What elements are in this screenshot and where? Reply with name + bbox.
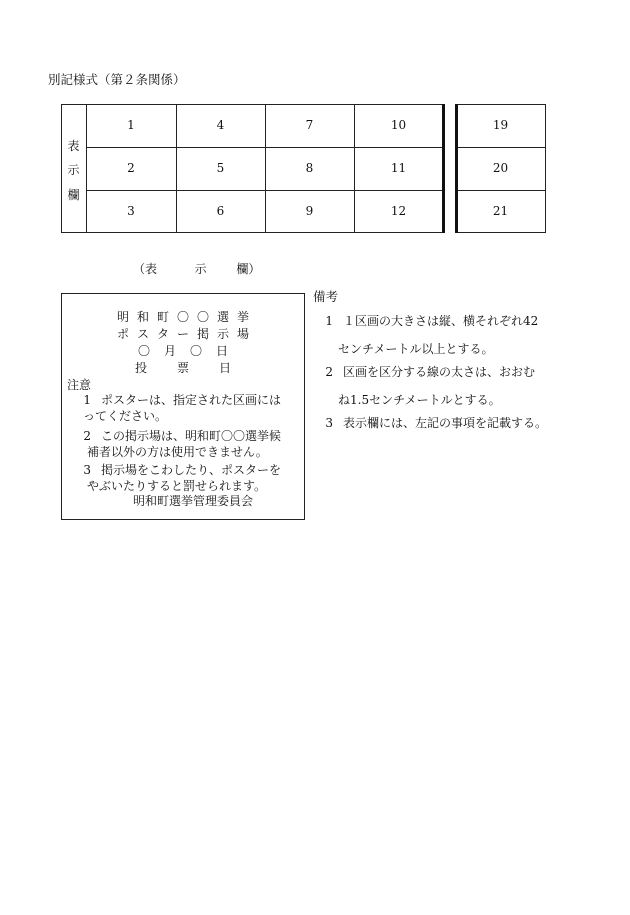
grid-caption	[133, 260, 260, 277]
caption-part: （表	[133, 262, 158, 276]
caption-part: 示	[194, 262, 207, 276]
notice-item	[67, 392, 303, 424]
remark-text-continued: ね1.5センチメートルとする。	[338, 393, 501, 407]
notice-heading: 注意	[67, 378, 92, 392]
remarks-heading: 備考	[313, 289, 339, 304]
grid-cell: 5	[216, 161, 225, 175]
grid-cell: 19	[492, 118, 509, 132]
poster-grid	[61, 104, 546, 233]
sign-line-date	[62, 342, 304, 359]
sign-line-poster-board	[62, 325, 304, 342]
sign-character: 月	[163, 344, 176, 358]
caption-part: 欄）	[236, 262, 261, 276]
grid-cell: 8	[305, 161, 314, 175]
sign-character: 日	[216, 344, 229, 358]
sign-character: 町	[156, 310, 169, 324]
sign-character: ポ	[116, 327, 129, 341]
remark-text: 区画を区分する線の太さは、おおむ	[343, 365, 536, 379]
remark-number: 2	[325, 365, 333, 379]
sign-character: タ	[156, 327, 169, 341]
sign-character: 票	[176, 361, 189, 375]
remark-text: １区画の大きさは縦、横それぞれ42	[343, 314, 539, 328]
remark-number: 1	[325, 314, 333, 328]
notice-item	[67, 428, 303, 460]
grid-cell: 2	[127, 161, 135, 175]
sign-character: 〇	[176, 310, 189, 324]
document-title: 別記様式（第２条関係）	[48, 72, 186, 87]
grid-cell: 6	[216, 204, 225, 218]
remark-text: 表示欄には、左記の事項を記載する。	[343, 416, 548, 430]
grid-cell: 3	[127, 204, 135, 218]
display-column-label: 欄	[67, 188, 80, 202]
sign-character: 示	[217, 327, 230, 341]
notice-text-continued: 補者以外の方は使用できません。	[87, 445, 268, 459]
sign-character: ー	[176, 327, 189, 341]
poster-board-sign	[61, 293, 305, 520]
sign-character: 掲	[197, 327, 210, 341]
remark-number: 3	[325, 416, 333, 430]
grid-cell: 21	[492, 204, 509, 218]
remark-text-continued: センチメートル以上とする。	[338, 342, 494, 356]
sign-line-voting-day	[62, 359, 304, 376]
sign-character: 投	[134, 361, 147, 375]
sign-character: 〇	[190, 344, 203, 358]
notice-text-continued: ってください。	[83, 409, 168, 423]
notice-text-continued: やぶいたりすると罰せられます。	[87, 479, 267, 493]
grid-cell: 7	[305, 118, 314, 132]
sign-character: 日	[219, 361, 232, 375]
notice-item	[67, 462, 303, 494]
sign-character: 選	[217, 310, 230, 324]
notice-text: ポスターは、指定された区画には	[101, 393, 282, 407]
grid-cell: 20	[492, 161, 509, 175]
notice-number: 1	[83, 393, 91, 407]
sign-line-election	[62, 308, 304, 325]
sign-character: 場	[237, 327, 250, 341]
display-column-label: 表	[67, 139, 80, 153]
sign-character: 〇	[197, 310, 210, 324]
remark-item	[313, 364, 613, 408]
grid-cell: 11	[390, 161, 407, 175]
sign-character: 和	[136, 310, 149, 324]
notice-number: 2	[83, 429, 91, 443]
remark-item	[313, 313, 613, 357]
grid-cell: 10	[390, 118, 407, 132]
committee-name: 明和町選挙管理委員会	[132, 494, 253, 508]
grid-cell: 9	[305, 204, 314, 218]
remark-item	[313, 415, 613, 431]
notice-text: 掲示場をこわしたり、ポスターを	[101, 463, 282, 477]
display-column-label: 示	[67, 163, 80, 177]
notice-number: 3	[83, 463, 91, 477]
sign-character: ス	[136, 327, 149, 341]
notice-text: この掲示場は、明和町〇〇選挙候	[101, 429, 282, 443]
grid-cell: 12	[390, 204, 407, 218]
grid-cell: 4	[216, 118, 225, 132]
sign-character: 〇	[137, 344, 150, 358]
grid-cell: 1	[127, 118, 135, 132]
sign-character: 挙	[237, 310, 250, 324]
sign-character: 明	[116, 310, 129, 324]
